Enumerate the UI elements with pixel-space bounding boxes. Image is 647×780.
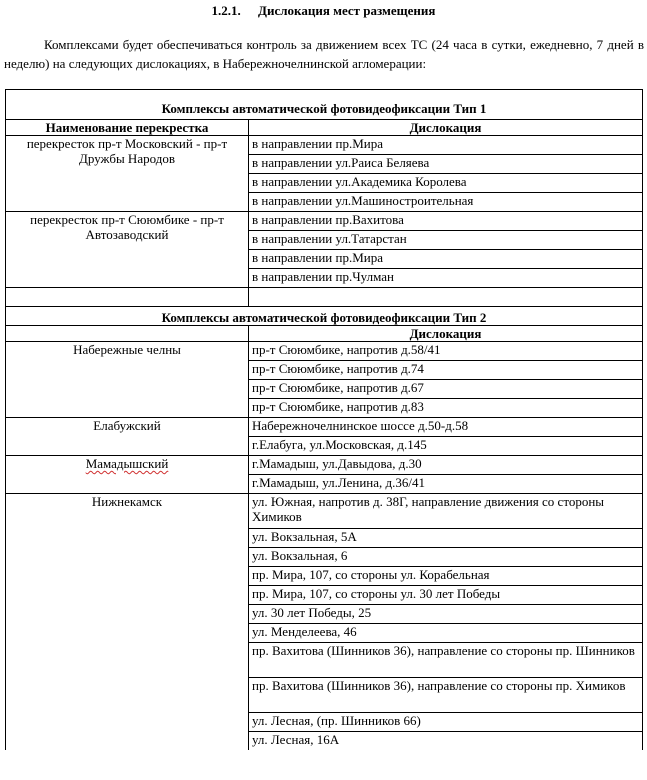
intro-paragraph: Комплексами будет обеспечиваться контроль за движением всех ТС (24 часа в сутки, ежедневно, 7 дней в неделю) на следующих дислокациях, в Набережночелнинской агломерации: [4,37,644,71]
location-cell: ул. Лесная, (пр. Шинников 66) [249,713,643,732]
empty-header-cell [6,326,249,342]
location-cell: в направлении ул.Татарстан [249,231,643,250]
location-cell: в направлении пр.Мира [249,136,643,155]
type1-title: Комплексы автоматической фотовидеофиксации Тип 1 [6,90,643,120]
location-cell: ул. Южная, напротив д. 38Г, направление движения со стороны Химиков [249,494,643,529]
type2-title-row [6,307,643,326]
district-name: Набережные челны [6,342,249,418]
type2-title: Комплексы автоматической фотовидеофиксации Тип 2 [6,307,643,326]
location-cell: пр. Мира, 107, со стороны ул. 30 лет Победы [249,586,643,605]
empty-cell [249,288,643,307]
location-cell: в направлении ул.Раиса Беляева [249,155,643,174]
location-cell: ул. Вокзальная, 6 [249,548,643,567]
dislocation-table [5,89,643,750]
location-cell: в направлении пр.Мира [249,250,643,269]
intersection-name: перекресток пр-т Сююмбике - пр-т Автозаводский [6,212,249,288]
location-cell: ул. 30 лет Победы, 25 [249,605,643,624]
location-cell: пр-т Сююмбике, напротив д.58/41 [249,342,643,361]
location-cell: пр. Вахитова (Шинников 36), направление со стороны пр. Химиков [249,678,643,713]
intersection-name: перекресток пр-т Московский - пр-т Дружбы Народов [6,136,249,212]
empty-row [6,288,643,307]
location-cell: в направлении пр.Вахитова [249,212,643,231]
location-cell: Набережночелнинское шоссе д.50-д.58 [249,418,643,437]
col-loc-header: Дислокация [249,326,643,342]
district-name: Нижнекамск [6,494,249,751]
location-cell: пр. Мира, 107, со стороны ул. Корабельная [249,567,643,586]
location-cell: пр-т Сююмбике, напротив д.83 [249,399,643,418]
col-loc-header: Дислокация [249,120,643,136]
location-cell: г.Мамадыш, ул.Давыдова, д.30 [249,456,643,475]
district-name: Елабужский [6,418,249,456]
empty-cell [6,288,249,307]
type2-header-row [6,326,643,342]
col-name-header: Наименование перекрестка [6,120,249,136]
location-cell: ул. Лесная, 16А [249,732,643,751]
table-row [6,456,643,475]
type1-title-row [6,90,643,120]
table-row [6,418,643,437]
section-heading [0,3,647,19]
section-title: Дислокация мест размещения [258,3,436,18]
district-name-text: Мамадышский [85,456,169,471]
location-cell: в направлении ул.Машиностроительная [249,193,643,212]
location-cell: ул. Вокзальная, 5А [249,529,643,548]
table-row [6,494,643,529]
location-cell: пр-т Сююмбике, напротив д.74 [249,361,643,380]
location-cell: г.Мамадыш, ул.Ленина, д.36/41 [249,475,643,494]
type1-header-row [6,120,643,136]
location-cell: пр-т Сююмбике, напротив д.67 [249,380,643,399]
location-cell: пр. Вахитова (Шинников 36), направление со стороны пр. Шинников [249,643,643,678]
section-number: 1.2.1. [211,3,241,18]
table-row [6,342,643,361]
table-row [6,136,643,155]
location-cell: в направлении ул.Академика Королева [249,174,643,193]
location-cell: г.Елабуга, ул.Московская, д.145 [249,437,643,456]
location-cell: в направлении пр.Чулман [249,269,643,288]
table-row [6,212,643,231]
location-cell: ул. Менделеева, 46 [249,624,643,643]
district-name [6,456,249,494]
